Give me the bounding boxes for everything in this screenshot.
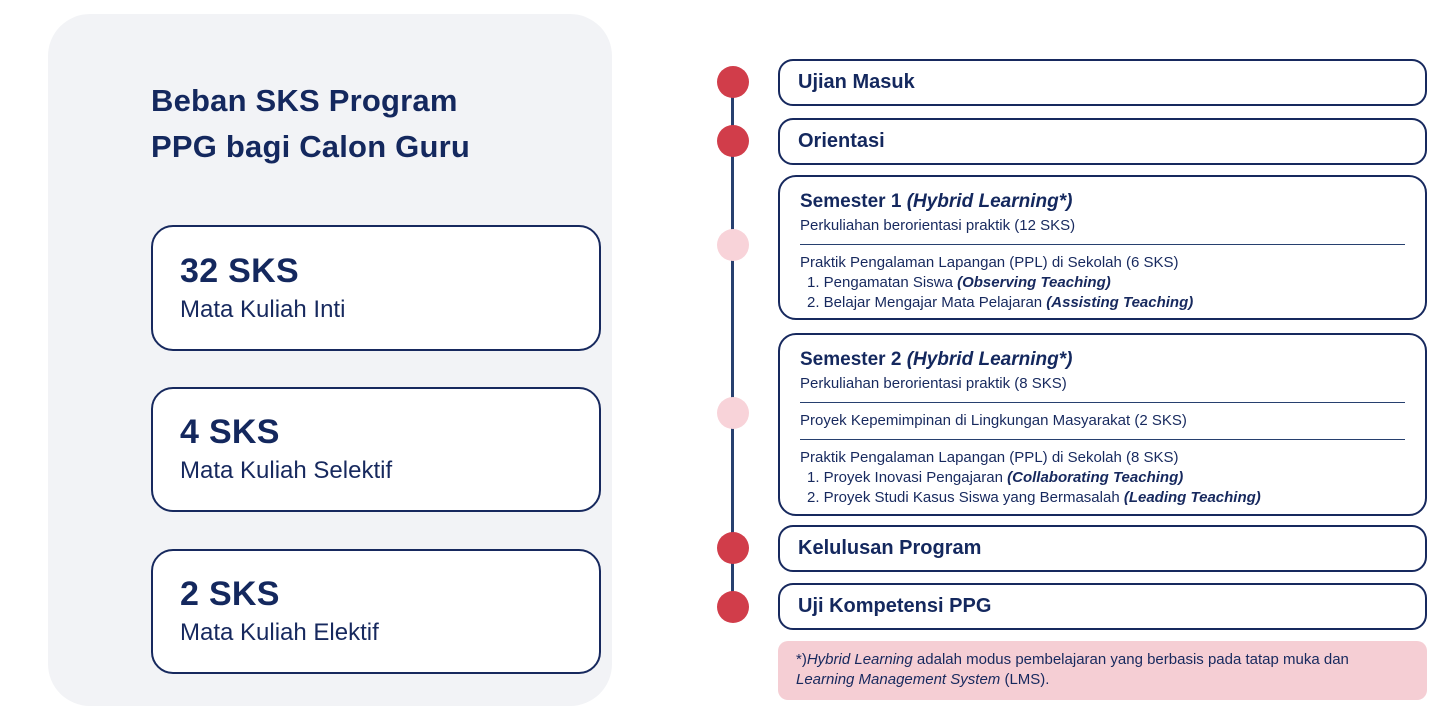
step-box-orientasi — [778, 118, 1427, 165]
semester-2-subtitle: Perkuliahan berorientasi praktik (8 SKS) — [800, 375, 1067, 392]
semester-1-subtitle: Perkuliahan berorientasi praktik (12 SKS) — [800, 217, 1076, 234]
timeline-dot-uji-kompetensi — [717, 591, 749, 623]
step-box-ujian-masuk — [778, 59, 1427, 106]
item-emphasis: (Collaborating Teaching) — [1007, 469, 1184, 486]
item-emphasis: (Leading Teaching) — [1123, 489, 1261, 506]
divider — [800, 439, 1405, 440]
footnote-term-hybrid-learning: Hybrid Learning — [806, 651, 913, 668]
step-label: Kelulusan Program — [798, 537, 982, 559]
page-title — [151, 78, 470, 170]
hybrid-learning-footnote — [778, 641, 1427, 700]
sks-label: Mata Kuliah Inti — [180, 295, 346, 323]
step-box-kelulusan-program — [778, 525, 1427, 572]
semester-1-ppl-heading: Praktik Pengalaman Lapangan (PPL) di Sekolah (6 SKS) — [800, 254, 1179, 271]
sks-value: 4 SKS — [180, 413, 280, 451]
step-box-semester-2 — [778, 333, 1427, 516]
timeline-dot-semester-2 — [717, 397, 749, 429]
semester-1-title — [800, 189, 1405, 214]
timeline-connector-line — [731, 82, 734, 607]
sks-label: Mata Kuliah Elektif — [180, 619, 379, 646]
timeline-dot-kelulusan — [717, 532, 749, 564]
sks-card-inti — [151, 225, 601, 351]
timeline-dot-ujian-masuk — [717, 66, 749, 98]
semester-1-item-2 — [807, 293, 1405, 313]
sks-card-selektif — [151, 387, 601, 512]
semester-2-title-mode: (Hybrid Learning*) — [906, 349, 1073, 370]
item-emphasis: (Assisting Teaching) — [1046, 294, 1194, 311]
item-text: 2. Belajar Mengajar Mata Pelajaran — [807, 294, 1047, 311]
item-text: 1. Pengamatan Siswa — [807, 274, 958, 291]
semester-2-community-project: Proyek Kepemimpinan di Lingkungan Masyarakat (2 SKS) — [800, 412, 1187, 429]
sks-value: 32 SKS — [180, 251, 299, 290]
step-label: Orientasi — [798, 130, 885, 152]
footnote-prefix: *) — [796, 651, 807, 668]
item-text: 1. Proyek Inovasi Pengajaran — [807, 469, 1008, 486]
sks-value: 2 SKS — [180, 575, 280, 613]
semester-2-item-2 — [807, 488, 1405, 508]
divider — [800, 402, 1405, 403]
sks-label: Mata Kuliah Selektif — [180, 457, 393, 484]
semester-1-title-text: Semester 1 — [800, 191, 907, 212]
sks-summary-panel — [48, 14, 612, 706]
item-text: 2. Proyek Studi Kasus Siswa yang Bermasalah — [807, 489, 1124, 506]
divider — [800, 244, 1405, 245]
item-emphasis: (Observing Teaching) — [957, 274, 1111, 291]
page-title-line2: PPG bagi Calon Guru — [151, 129, 470, 164]
semester-2-title-text: Semester 2 — [800, 349, 907, 370]
footnote-term-lms: Learning Management System — [796, 671, 1001, 688]
step-label: Ujian Masuk — [798, 71, 915, 93]
semester-2-ppl-heading: Praktik Pengalaman Lapangan (PPL) di Sekolah (8 SKS) — [800, 449, 1179, 466]
semester-1-title-mode: (Hybrid Learning*) — [906, 191, 1073, 212]
step-box-uji-kompetensi-ppg — [778, 583, 1427, 630]
timeline-dot-orientasi — [717, 125, 749, 157]
page-title-line1: Beban SKS Program — [151, 83, 458, 118]
footnote-suffix: (LMS). — [1000, 671, 1050, 688]
step-box-semester-1 — [778, 175, 1427, 320]
step-label: Uji Kompetensi PPG — [798, 595, 992, 617]
sks-card-elektif — [151, 549, 601, 674]
semester-1-item-1 — [807, 273, 1405, 293]
semester-2-title — [800, 347, 1405, 372]
footnote-text: adalah modus pembelajaran yang berbasis pada tatap muka dan — [912, 651, 1349, 668]
semester-2-item-1 — [807, 468, 1405, 488]
timeline-dot-semester-1 — [717, 229, 749, 261]
